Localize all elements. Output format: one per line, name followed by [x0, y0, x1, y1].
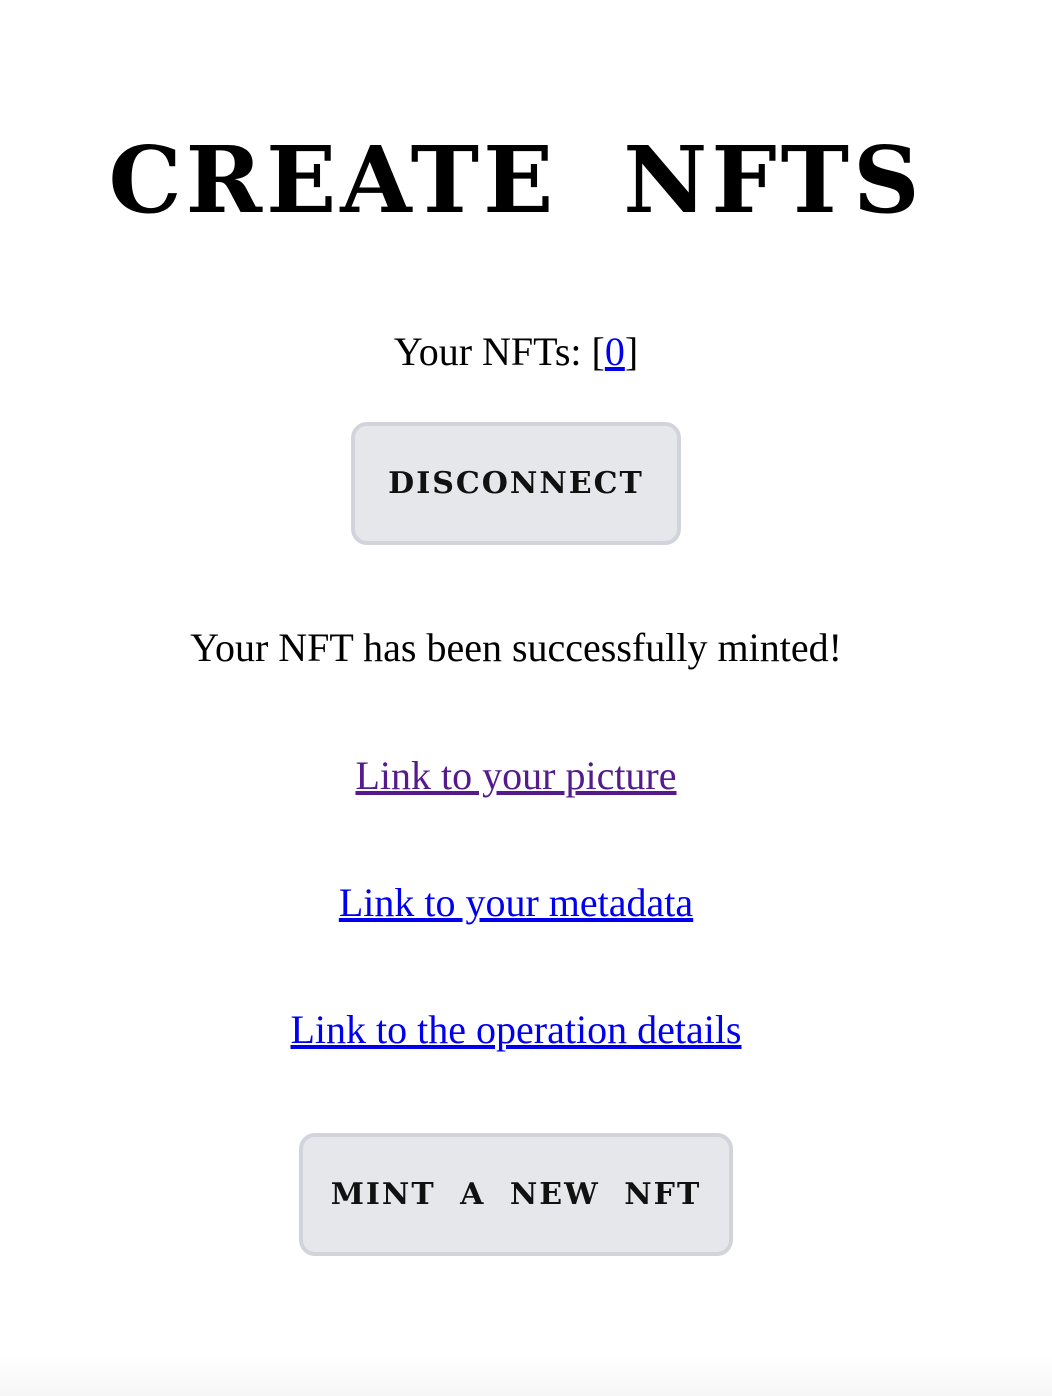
nft-count-prefix: Your NFTs: [	[393, 329, 605, 374]
mint-new-nft-button[interactable]: MINT A NEW NFT	[299, 1133, 733, 1256]
operation-details-link[interactable]: Link to the operation details	[290, 1007, 742, 1052]
metadata-link[interactable]: Link to your metadata	[338, 880, 694, 925]
disconnect-button[interactable]: DISCONNECT	[351, 422, 681, 545]
metadata-link-line	[0, 879, 1032, 927]
picture-link[interactable]: Link to your picture	[355, 753, 677, 798]
nft-count-link[interactable]: 0	[604, 329, 625, 374]
nft-count-suffix: ]	[624, 329, 639, 374]
success-message: Your NFT has been successfully minted!	[190, 625, 842, 670]
page-title: CREATE NFTS	[108, 126, 924, 234]
bottom-fade	[0, 1356, 1052, 1396]
nft-count-line	[0, 328, 1032, 376]
picture-link-line	[0, 752, 1032, 800]
operation-link-line	[0, 1006, 1032, 1054]
